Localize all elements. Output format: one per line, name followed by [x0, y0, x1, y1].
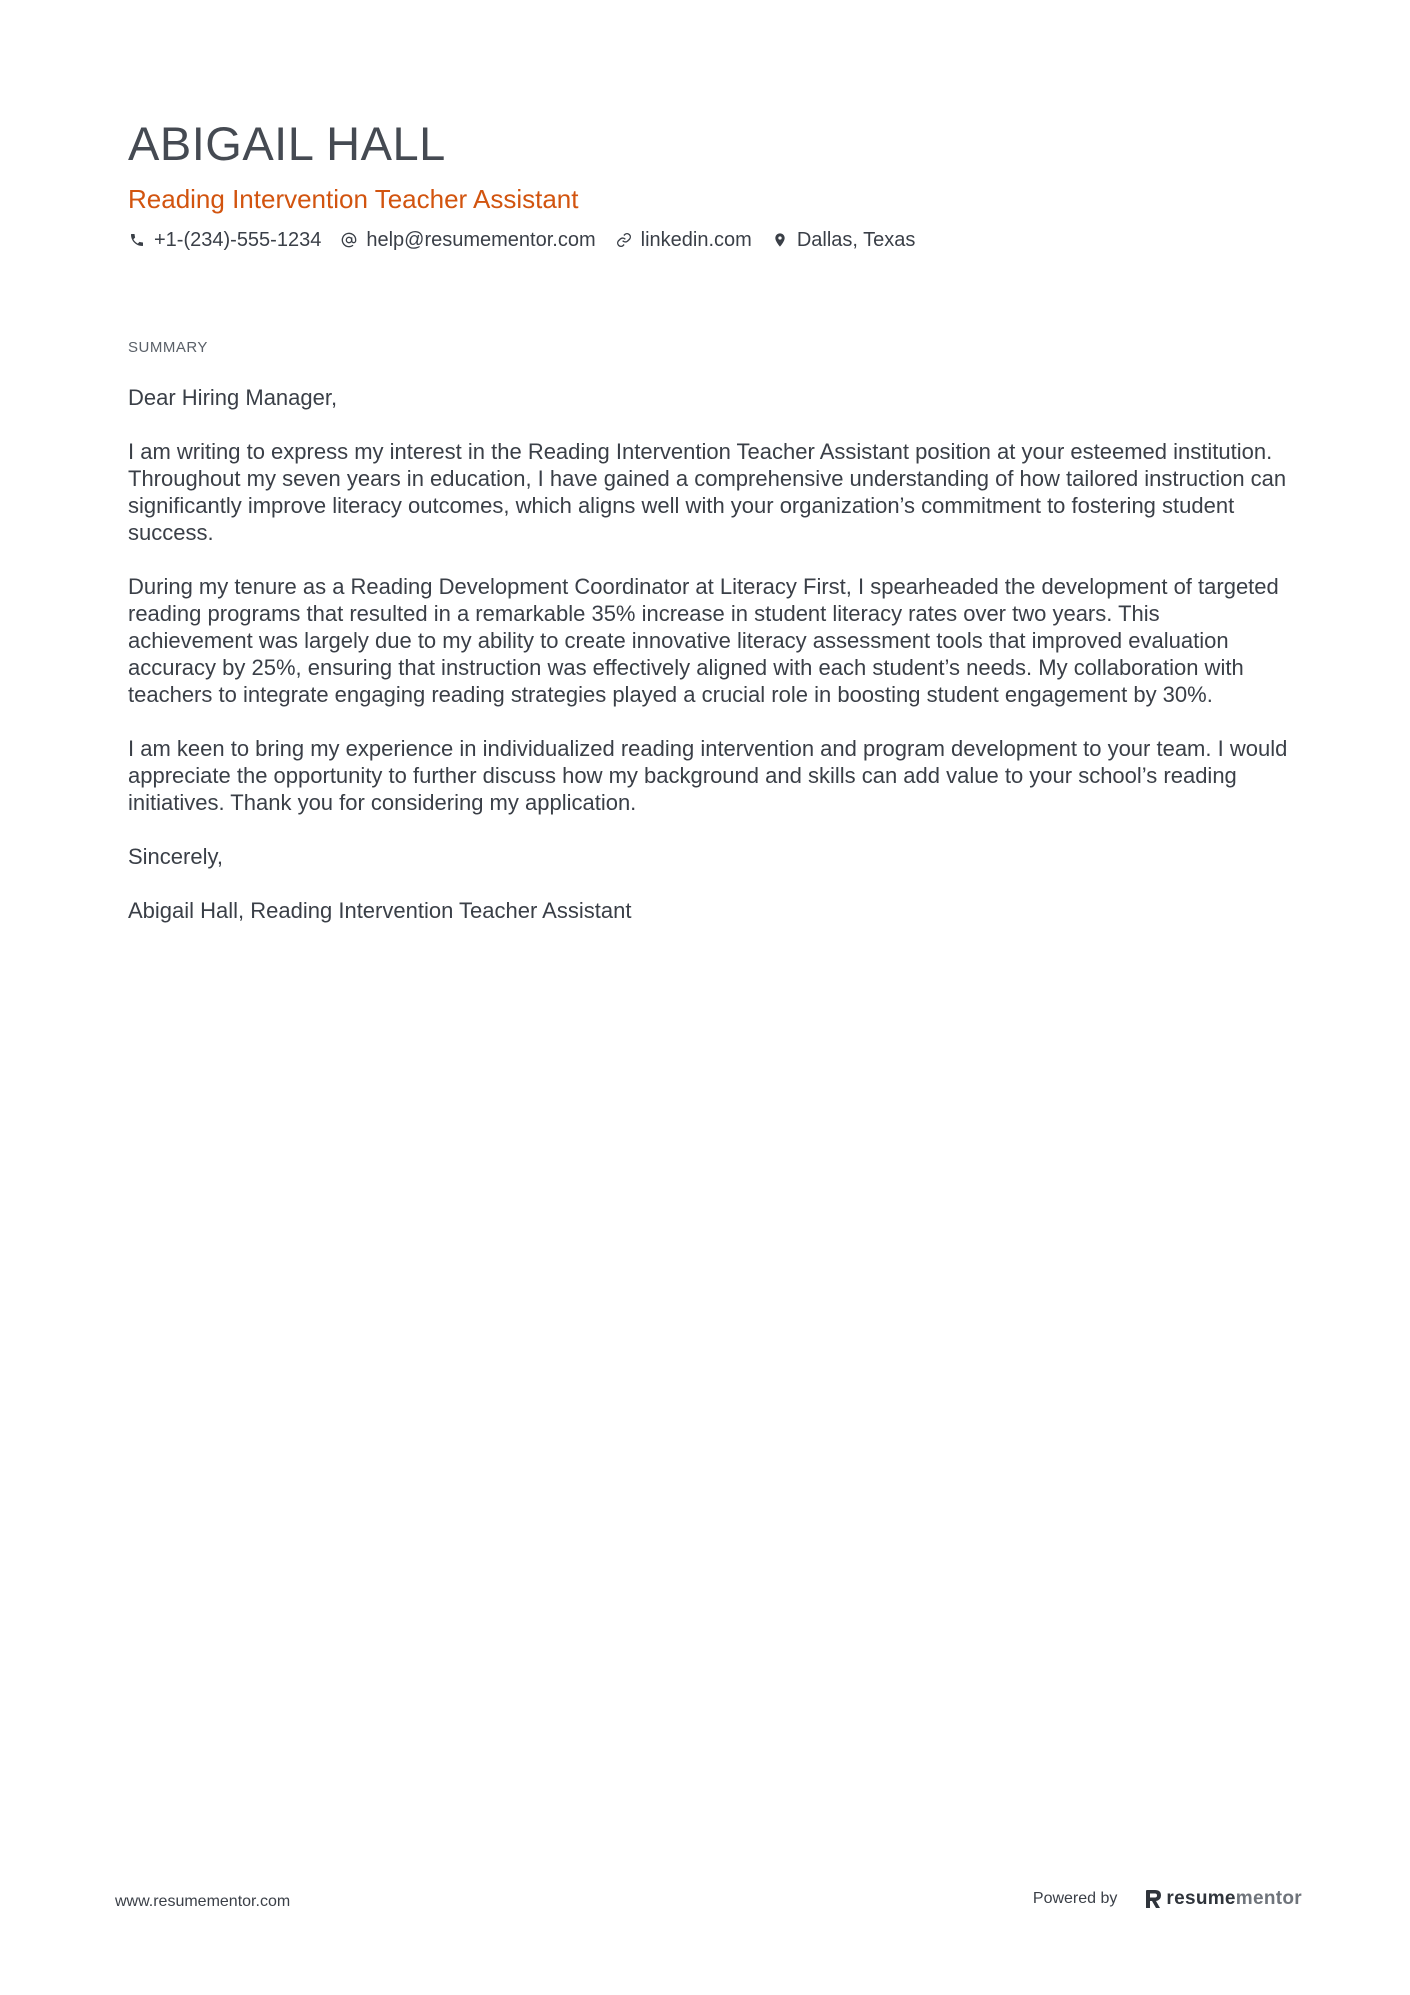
- phone-icon: [128, 231, 146, 249]
- letter-paragraph-1: I am writing to express my interest in the Reading Intervention Teacher Assistant position at your esteemed institution. Throughout my seven years in education, I have gained a comprehensive understanding of how tailored instruction can significantly improve literacy outcomes, which aligns well with your organization’s commitment to fostering student success.: [128, 439, 1287, 545]
- footer-branding: [1033, 1888, 1302, 1910]
- linkedin-link[interactable]: linkedin.com: [640, 229, 752, 251]
- contact-phone: [128, 226, 321, 254]
- letter-greeting: Dear Hiring Manager,: [128, 385, 338, 410]
- contact-linkedin[interactable]: [615, 226, 752, 254]
- location-pin-icon: [771, 231, 789, 249]
- letter-paragraph-2: During my tenure as a Reading Development Coordinator at Literacy First, I spearheaded the development of targeted reading programs that resulted in a remarkable 35% increase in student literacy rates over two years. This achievement was largely due to my ability to create innovative literacy assessment tools that improved evaluation accuracy by 25%, ensuring that instruction was effectively aligned with each student’s needs. My collaboration with teachers to integrate engaging reading strategies played a crucial role in boosting student engagement by 30%.: [128, 574, 1279, 707]
- powered-by-text: Powered by: [1032, 1890, 1118, 1907]
- letter-closing: Sincerely,: [128, 844, 223, 869]
- job-title: Reading Intervention Teacher Assistant: [128, 184, 579, 214]
- contact-location: [771, 226, 916, 254]
- contact-info: [128, 226, 1288, 254]
- candidate-name: ABIGAIL HALL: [128, 117, 446, 170]
- email-address[interactable]: help@resumementor.com: [366, 229, 596, 251]
- letter-signature: Abigail Hall, Reading Intervention Teacher Assistant: [128, 898, 632, 923]
- letter-body: [128, 384, 1288, 951]
- brand-name-part2: mentor: [1235, 1888, 1302, 1909]
- letter-paragraph-3: I am keen to bring my experience in individualized reading intervention and program development to your team. I would appreciate the opportunity to further discuss how my background and skills can add value to your school’s reading initiatives. Thank you for considering my application.: [128, 736, 1288, 815]
- header: [128, 116, 1288, 254]
- location-text: Dallas, Texas: [796, 229, 916, 251]
- section-label-summary: SUMMARY: [128, 339, 208, 356]
- link-icon: [615, 231, 633, 249]
- contact-email[interactable]: [340, 226, 595, 254]
- phone-number: +1-(234)-555-1234: [154, 229, 322, 251]
- resumementor-logo-icon: [1145, 1889, 1162, 1909]
- at-icon: [340, 231, 358, 249]
- footer-website[interactable]: www.resumementor.com: [115, 1893, 291, 1910]
- brand-logo[interactable]: [1145, 1888, 1302, 1910]
- brand-name-part1: resume: [1166, 1888, 1236, 1909]
